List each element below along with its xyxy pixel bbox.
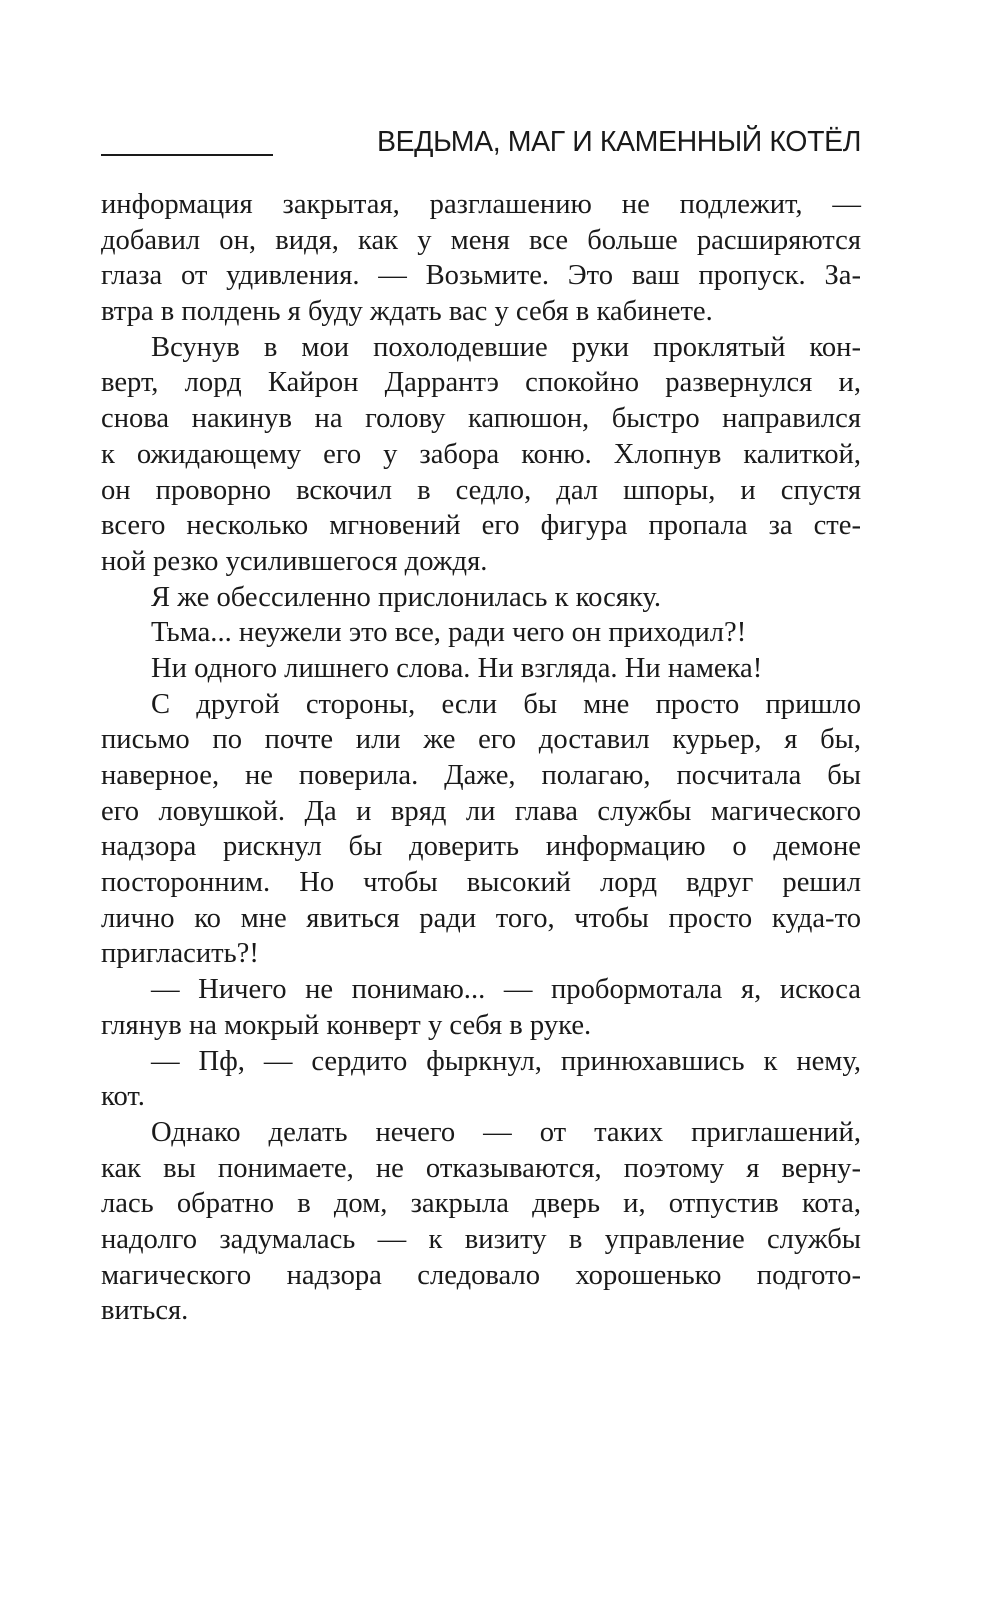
running-title: ВЕДЬМА, МАГ И КАМЕННЫЙ КОТЁЛ <box>376 126 861 158</box>
text-line: Всунув в мои похолодевшие руки проклятый кон- <box>151 331 861 363</box>
text-line: втра в полдень я буду ждать вас у себя в кабинете. <box>101 296 713 328</box>
text-line: письмо по почте или же его доставил курьер, я бы, <box>101 724 861 756</box>
text-line: посторонним. Но чтобы высокий лорд вдруг решил <box>101 867 861 899</box>
header-rule <box>101 154 273 156</box>
text-line: Тьма... неужели это все, ради чего он приходил?! <box>151 617 747 649</box>
text-line: виться. <box>101 1295 189 1327</box>
text-line: — Пф, — сердито фыркнул, принюхавшись к нему, <box>151 1045 861 1077</box>
text-line: информация закрытая, разглашению не подлежит, — <box>101 189 861 220</box>
text-line: лично ко мне явиться ради того, чтобы просто куда-то <box>101 902 861 934</box>
text-line: надолго задумалась — к визиту в управление службы <box>101 1223 861 1255</box>
text-line: магического надзора следовало хорошенько подгото- <box>101 1259 861 1291</box>
text-line: кот. <box>101 1081 145 1113</box>
text-line: снова накинув на голову капюшон, быстро направился <box>101 403 861 435</box>
text-line: его ловушкой. Да и вряд ли глава службы магического <box>101 795 861 827</box>
body-text <box>101 187 861 1329</box>
text-line: верт, лорд Кайрон Даррантэ спокойно развернулся и, <box>101 367 861 399</box>
text-line: пригласить?! <box>101 938 259 970</box>
text-line: лась обратно в дом, закрыла дверь и, отпустив кота, <box>101 1188 861 1220</box>
text-line: глянув на мокрый конверт у себя в руке. <box>101 1009 592 1041</box>
text-line: как вы понимаете, не отказываются, поэтому я верну- <box>101 1152 861 1184</box>
text-line: — Ничего не понимаю... — пробормотала я, искоса <box>151 974 861 1006</box>
text-line: надзора рискнул бы доверить информацию о демоне <box>101 831 861 863</box>
text-line: глаза от удивления. — Возьмите. Это ваш пропуск. За- <box>101 260 861 292</box>
text-line: наверное, не поверила. Даже, полагаю, посчитала бы <box>101 760 861 791</box>
text-line: Я же обессиленно прислонилась к косяку. <box>151 581 662 613</box>
text-line: к ожидающему его у забора коню. Хлопнув калиткой, <box>101 438 861 470</box>
text-line: С другой стороны, если бы мне просто пришло <box>151 688 861 720</box>
text-line: добавил он, видя, как у меня все больше расширяются <box>101 224 861 256</box>
text-line: Однако делать нечего — от таких приглашений, <box>151 1116 861 1148</box>
text-line: Ни одного лишнего слова. Ни взгляда. Ни намека! <box>151 652 763 684</box>
running-header <box>101 122 861 162</box>
text-line: он проворно вскочил в седло, дал шпоры, и спустя <box>101 474 861 506</box>
text-line: ной резко усилившегося дождя. <box>101 545 488 577</box>
text-line: всего несколько мгновений его фигура пропала за сте- <box>101 510 861 542</box>
